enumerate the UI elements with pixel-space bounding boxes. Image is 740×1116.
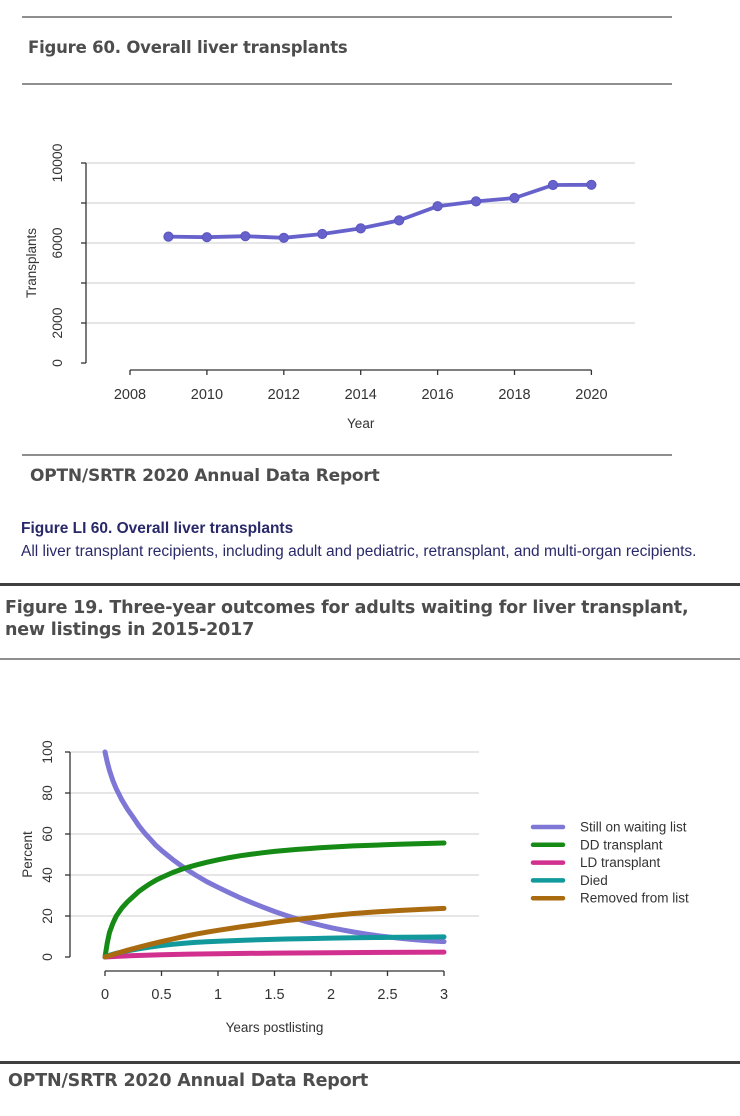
section1-top-rule — [22, 16, 672, 18]
overall-liver-transplants-chart — [0, 100, 700, 440]
svg-text:0.5: 0.5 — [151, 987, 172, 1003]
svg-text:DD transplant: DD transplant — [580, 837, 663, 853]
section1-title-rule — [22, 83, 672, 85]
report-heading-middle: OPTN/SRTR 2020 Annual Data Report — [30, 466, 380, 486]
svg-text:0: 0 — [39, 953, 55, 961]
svg-text:100: 100 — [39, 740, 55, 764]
section1-bottom-rule — [22, 454, 672, 456]
svg-text:0: 0 — [100, 987, 110, 1003]
svg-text:2008: 2008 — [113, 387, 147, 403]
svg-text:6000: 6000 — [49, 227, 65, 259]
svg-text:2000: 2000 — [49, 307, 65, 339]
svg-text:2.5: 2.5 — [377, 987, 398, 1003]
report-heading-footer: OPTN/SRTR 2020 Annual Data Report — [8, 1071, 368, 1091]
svg-text:0: 0 — [49, 359, 65, 367]
section2-top-rule — [0, 583, 740, 586]
svg-text:2: 2 — [326, 987, 336, 1003]
figure-19-title-line2: new listings in 2015-2017 — [5, 620, 255, 641]
svg-text:80: 80 — [39, 785, 55, 801]
svg-text:3: 3 — [439, 987, 449, 1003]
figure-19-title — [5, 597, 735, 642]
svg-text:20: 20 — [39, 908, 55, 924]
svg-text:2012: 2012 — [267, 387, 300, 403]
svg-text:Percent: Percent — [20, 831, 35, 878]
section2-title-rule — [0, 658, 740, 660]
svg-text:1.5: 1.5 — [264, 987, 285, 1003]
svg-text:LD transplant: LD transplant — [580, 855, 661, 871]
svg-text:1: 1 — [213, 987, 223, 1003]
footer-rule — [0, 1061, 740, 1064]
three-year-outcomes-chart — [0, 700, 740, 1045]
svg-text:Died: Died — [580, 872, 608, 888]
figure-li-60-caption: All liver transplant recipients, including adult and pediatric, retransplant, and multi-organ recipients. — [21, 543, 697, 560]
svg-text:10000: 10000 — [49, 143, 65, 183]
svg-text:Removed from list: Removed from list — [580, 890, 689, 906]
svg-text:2020: 2020 — [575, 387, 608, 403]
svg-text:2010: 2010 — [190, 387, 224, 403]
svg-text:60: 60 — [39, 826, 55, 842]
figure-60-title: Figure 60. Overall liver transplants — [28, 38, 348, 57]
svg-text:2018: 2018 — [498, 387, 531, 403]
svg-text:Transplants: Transplants — [24, 227, 39, 299]
svg-text:2016: 2016 — [421, 387, 454, 403]
svg-text:Years postlisting: Years postlisting — [225, 1020, 324, 1035]
figure-19-title-line1: Figure 19. Three-year outcomes for adults waiting for liver transplant, — [5, 598, 689, 618]
svg-text:40: 40 — [39, 867, 55, 883]
svg-text:2014: 2014 — [344, 387, 377, 403]
svg-text:Year: Year — [347, 416, 375, 431]
svg-text:Still on waiting list: Still on waiting list — [580, 819, 687, 835]
figure-li-60-heading: Figure LI 60. Overall liver transplants — [21, 520, 294, 537]
